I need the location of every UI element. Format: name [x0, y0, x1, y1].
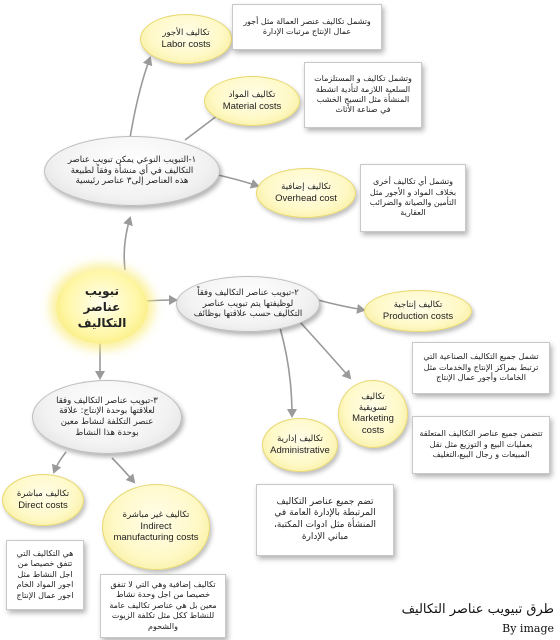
production-costs-note: تشمل جميع التكاليف الصناعية التي ترتبط بمراكز الإنتاج والخدمات مثل الخامات وأجور عمال الإنتاج	[412, 342, 550, 394]
arrow-activity-indirect	[112, 458, 134, 482]
overhead-cost-ar: تكاليف إضافية	[281, 181, 331, 192]
arrow-activity-direct	[54, 452, 66, 472]
labor-costs-ar: تكاليف الأجور	[162, 27, 210, 38]
direct-costs-node	[2, 474, 84, 526]
production-costs-node	[364, 290, 472, 332]
marketing-costs-ar: تكاليف تسويقية	[358, 391, 388, 413]
indirect-costs-note: تكاليف إضافية وهي التي لا تنفق خصيصا من اجل وحدة نشاط معين بل هي عناصر تكاليف عامة للنشاط ككل مثل تكلفة الزيوت والشحوم	[100, 574, 226, 638]
overhead-cost-note: وتشمل أي تكاليف أخرى بخلاف المواد و الأجور مثل التأمين والصيانة والضرائب العقارية	[360, 164, 466, 232]
marketing-costs-en: Marketing costs	[352, 413, 394, 436]
marketing-costs-node	[338, 380, 408, 448]
diagram-caption: طرق تبيويب عناصر التكاليف	[401, 602, 554, 617]
material-costs-note: وتشمل تكاليف و المستلزمات السلعية اللازمة لتأدية انشطة المنشأة مثل النسيج الخشب في صناعة الأثاث	[304, 62, 422, 128]
functional-classification-text: ٢-تبويب عناصر التكاليف وفقاً لوظيفتها يتم تبويب عناصر التكاليف حسب علاقتها بوظائف	[193, 288, 303, 320]
labor-costs-node	[140, 14, 232, 64]
arrow-natural-labor	[130, 58, 150, 138]
indirect-costs-en: Indirect manufacturing costs	[113, 520, 199, 544]
overhead-cost-node	[256, 168, 356, 218]
arrow-functional-marketing	[300, 322, 350, 378]
image-credit: By image	[502, 622, 554, 635]
arrow-functional-admin	[280, 328, 292, 416]
arrow-functional-production	[318, 300, 364, 310]
arrow-natural-overhead	[218, 175, 258, 186]
production-costs-en: Production costs	[382, 310, 454, 322]
arrow-root-natural	[124, 218, 130, 270]
administrative-costs-en: Administrative	[270, 444, 330, 456]
material-costs-ar: تكاليف المواد	[228, 89, 276, 100]
indirect-costs-node	[102, 484, 210, 570]
direct-costs-note: هي التكاليف التي تتفق خصيصا من اجل النشاط مثل اجور المواد الخام اجور عمال الإنتاج	[6, 540, 84, 610]
direct-costs-ar: تكاليف مباشرة	[16, 488, 70, 499]
overhead-cost-en: Overhead cost	[275, 192, 337, 204]
production-costs-ar: تكاليف إنتاجية	[393, 299, 443, 310]
root-node	[56, 270, 148, 344]
indirect-costs-ar: تكاليف غير مباشرة	[122, 510, 190, 521]
natural-classification-node	[44, 136, 220, 206]
activity-classification-text: ٣-تبويب عناصر التكاليف وفقا لعلاقتها بوحدة الإنتاج: علاقة عنصر التكلفة لنشاط معين بوحدة هذا النشاط	[56, 395, 158, 438]
root-title: تبويب عناصر التكاليف	[77, 283, 127, 331]
administrative-costs-ar: تكاليف إدارية	[277, 433, 323, 444]
natural-classification-text: ١-التبويب النوعي يمكن تبويب عناصر التكاليف في أي منشأة وفقاً لطبيعة هذه العناصر إلى٣ عناصر رئيسية	[67, 155, 197, 187]
material-costs-node	[204, 76, 300, 126]
direct-costs-en: Direct costs	[18, 499, 68, 511]
activity-classification-node	[32, 380, 182, 454]
administrative-costs-note: تضم جميع عناصر التكاليف المرتبطة بالإدارة العامة في المنشأة مثل ادوات المكتبة، مباني الإدارة	[256, 484, 394, 556]
functional-classification-node	[176, 276, 320, 332]
labor-costs-en: Labor costs	[161, 38, 211, 50]
administrative-costs-node	[262, 418, 338, 472]
labor-costs-note: وتشمل تكاليف عنصر العمالة مثل أجور عمال الإنتاج مرتبات الإدارة	[232, 4, 382, 50]
marketing-costs-note: تتضمن جميع عناصر التكاليف المتعلقة بعمليات البيع و التوزيع مثل نقل المبيعات و رجال البيع،التغليف	[412, 416, 550, 474]
material-costs-en: Material costs	[222, 100, 282, 112]
